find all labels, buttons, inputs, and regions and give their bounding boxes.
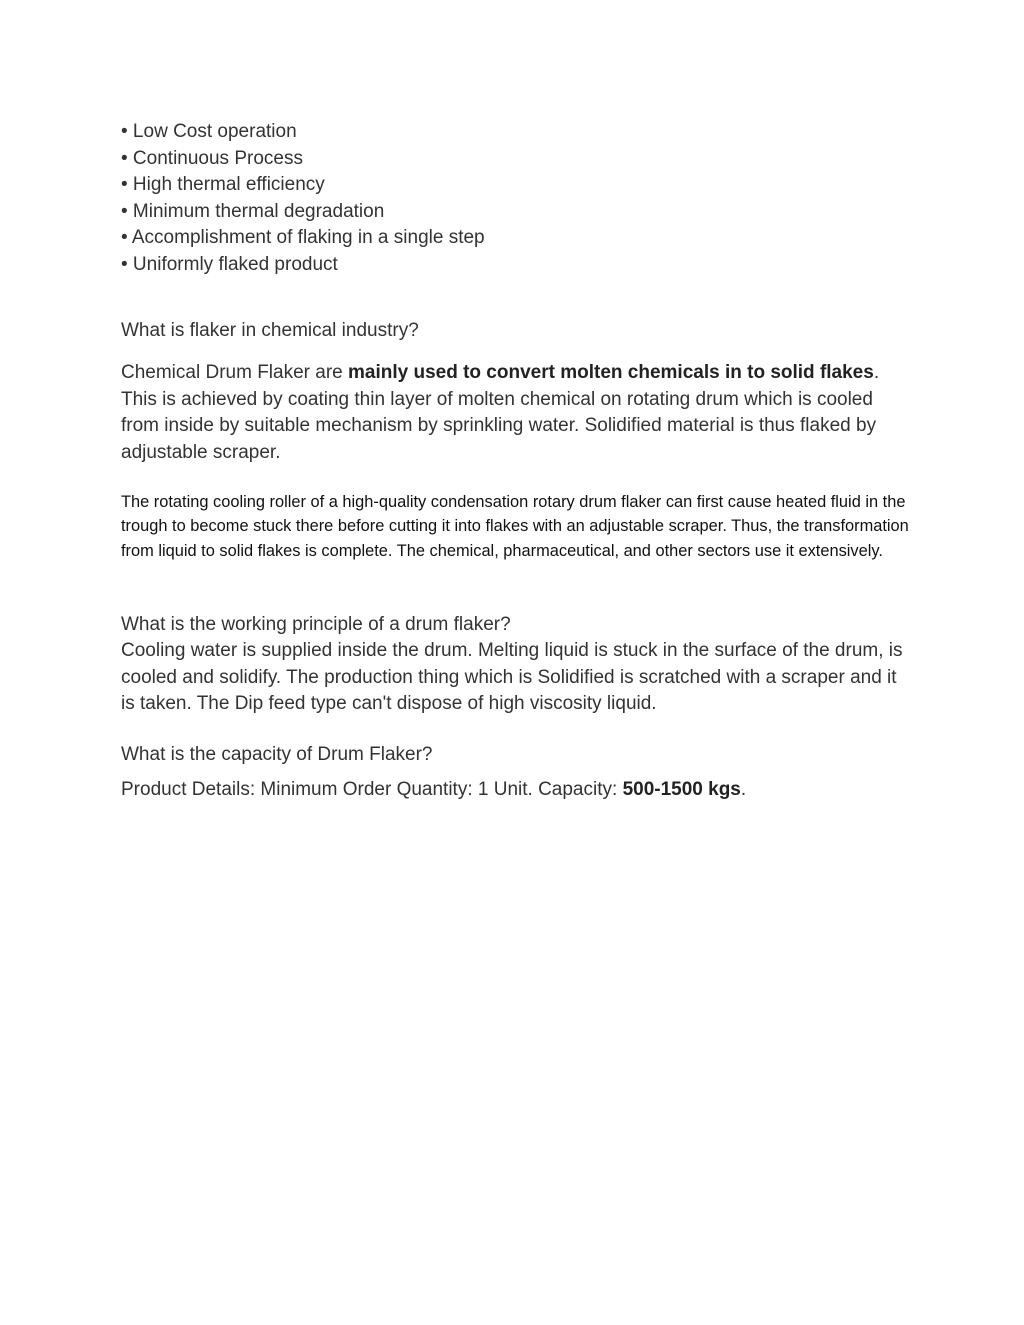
- rotating-roller-paragraph: The rotating cooling roller of a high-quality condensation rotary drum flaker can first cause heated fluid in the trough to become stuck there before cutting it into flakes with an adjustable scraper. Thus, the transformation from liquid to solid flakes is complete. The chemical, pharmaceutical, and other sectors use it extensively.: [121, 493, 909, 560]
- answer-flaker-chemical-industry: [121, 360, 911, 466]
- answer-capacity: [121, 777, 911, 804]
- question-capacity: What is the capacity of Drum Flaker?: [121, 744, 433, 765]
- list-item: • Accomplishment of flaking in a single step: [121, 227, 485, 249]
- answer-text-start: Chemical Drum Flaker are: [121, 362, 348, 383]
- capacity-text-end: .: [740, 779, 747, 800]
- list-item: • Uniformly flaked product: [121, 253, 338, 275]
- list-item: • Low Cost operation: [121, 121, 297, 142]
- question-flaker-chemical-industry: What is flaker in chemical industry?: [121, 320, 419, 341]
- answer-text-end: . This is achieved by coating thin layer of molten chemical on rotating drum which is cooled from inside by suitable mechanism by sprinkling water. Solidified material is thus flaked by adjustable scraper.: [121, 362, 880, 463]
- list-item: • Minimum thermal degradation: [121, 200, 385, 222]
- answer-text-bold: mainly used to convert molten chemicals in to solid flakes: [348, 362, 874, 383]
- capacity-value: 500-1500 kgs: [622, 779, 741, 800]
- list-item: • Continuous Process: [121, 147, 303, 169]
- capacity-text-start: Product Details: Minimum Order Quantity: 1 Unit. Capacity:: [121, 779, 623, 800]
- feature-list: [121, 119, 485, 279]
- answer-working-principle: Cooling water is supplied inside the drum. Melting liquid is stuck in the surface of the drum, is cooled and solidify. The production thing which is Solidified is scratched with a scraper and it is taken. The Dip feed type can't dispose of high viscosity liquid.: [121, 640, 903, 715]
- question-working-principle: What is the working principle of a drum flaker?: [121, 614, 511, 635]
- list-item: • High thermal efficiency: [121, 174, 325, 196]
